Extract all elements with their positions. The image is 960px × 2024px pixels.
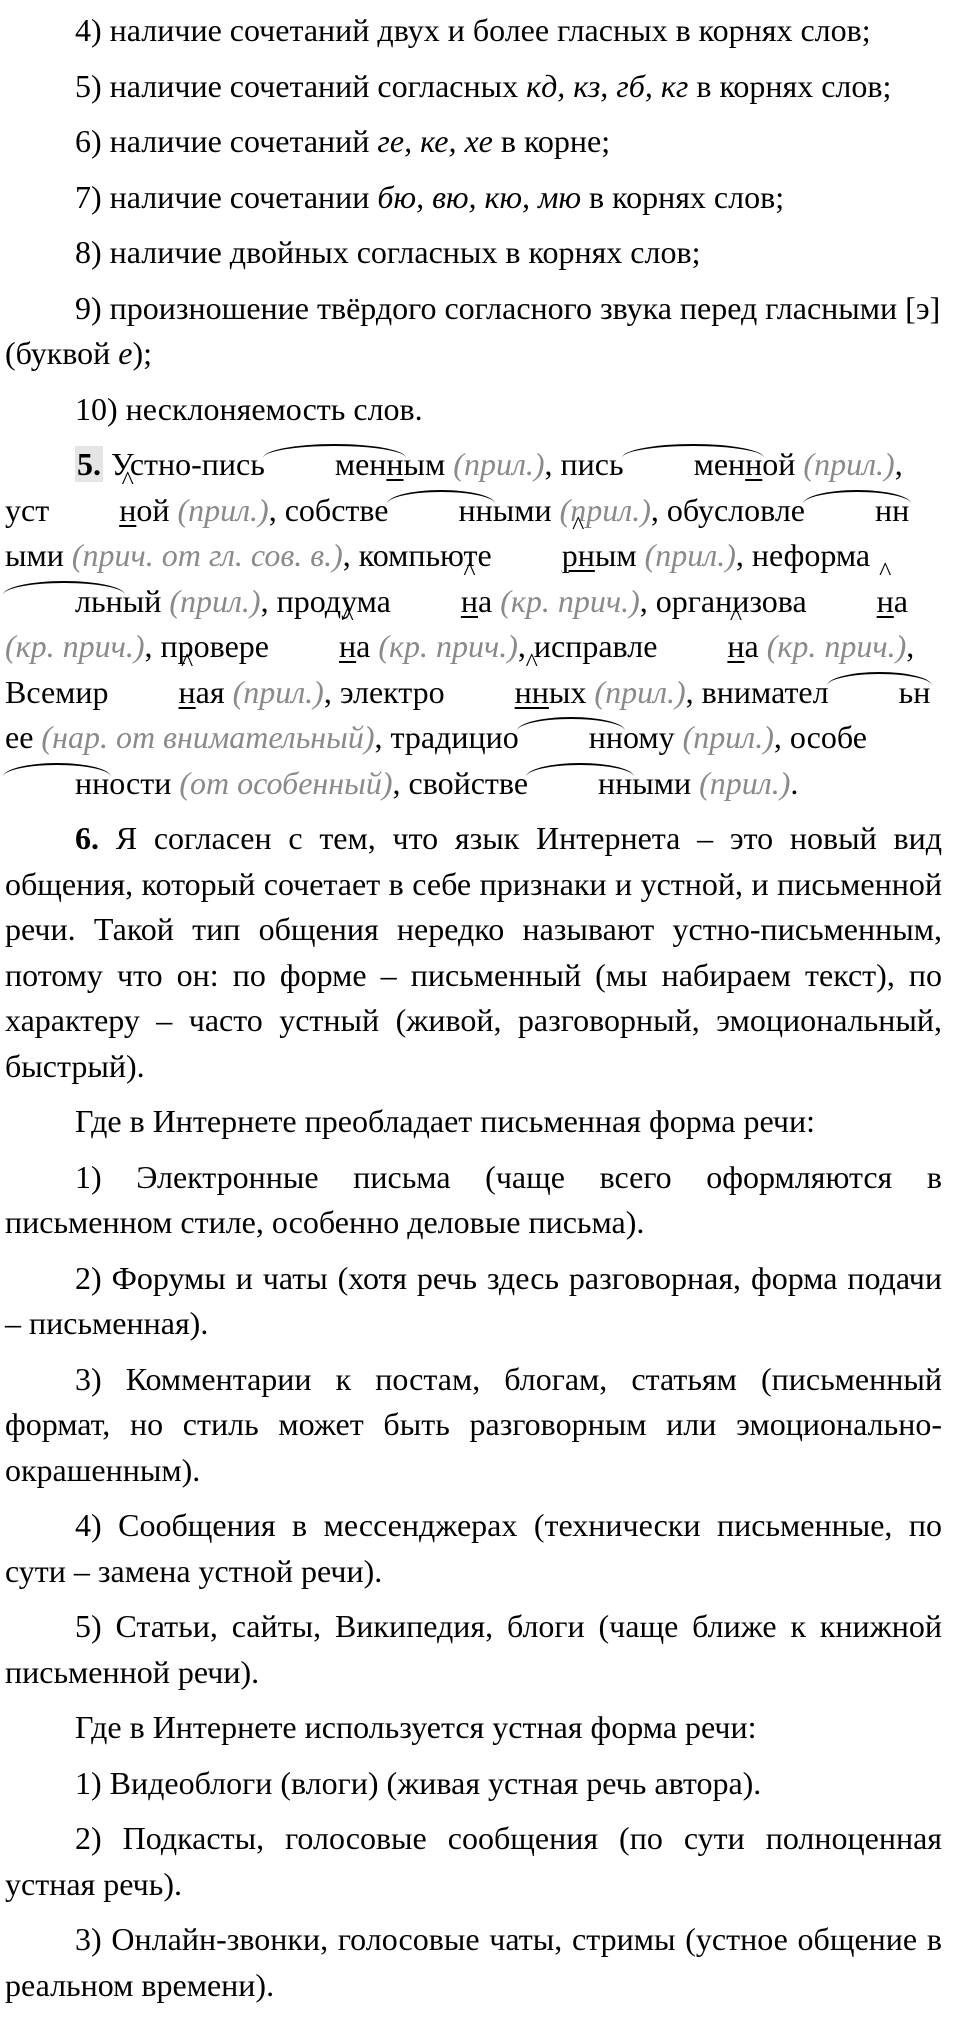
part-of-speech-tag: (от особенный) bbox=[179, 764, 393, 801]
suffix-mark: ^ н bbox=[109, 670, 196, 716]
list-item bbox=[5, 387, 942, 433]
analyzed-word: собстве нными bbox=[285, 492, 552, 528]
underlined-letter: н bbox=[386, 446, 404, 482]
analyzed-word: традицио нному bbox=[390, 719, 674, 755]
suffix-mark: ^ н bbox=[269, 624, 356, 670]
list-item-italic: ге, ке, хе bbox=[377, 123, 493, 159]
part-of-speech-tag: (прил.) bbox=[169, 582, 261, 619]
task-6-intro-text: Я согласен с тем, что язык Интернета – это новый вид общения, который сочетает в себе признаки и устной, и письменной речи. Такой тип общения нередко называют устно-письменным, потому что он: по форме – письменный (мы набираем текст), по характеру – часто устный (живой, разговорный, эмоциональный, быстрый). bbox=[5, 820, 943, 1084]
part-of-speech-tag: (прил.) bbox=[803, 446, 895, 482]
list-item-text: 8) наличие двойных согласных в корнях слов; bbox=[75, 234, 701, 270]
suffix-mark: ^ нн bbox=[445, 670, 549, 716]
part-of-speech-tag: (прил.) bbox=[453, 446, 545, 482]
part-of-speech-tag: (кр. прич.) bbox=[5, 628, 145, 664]
list-item bbox=[5, 230, 942, 276]
suffix-mark: ^ н bbox=[391, 579, 478, 625]
suffix-mark: ^ рн bbox=[492, 533, 595, 579]
suffix-arc: ьн bbox=[829, 670, 931, 716]
written-form-item: 4) Сообщения в мессенджерах (технически письменные, по сути – замена устной речи). bbox=[5, 1507, 942, 1589]
list-item bbox=[5, 175, 942, 221]
part-of-speech-tag: (прил.) bbox=[559, 491, 651, 528]
analyzed-word: обусловле нными bbox=[5, 492, 909, 574]
task-6-section bbox=[5, 816, 942, 2008]
underlined-letter: н bbox=[745, 446, 763, 482]
suffix-arc: нн bbox=[528, 761, 632, 807]
analyzed-word: провере^ на bbox=[161, 628, 371, 664]
list-item-text: в корне; bbox=[492, 123, 611, 159]
list-item-text: 5) наличие сочетаний согласных bbox=[75, 67, 527, 104]
part-of-speech-tag: (прил.) bbox=[594, 673, 686, 710]
task-6-intro-paragraph bbox=[5, 816, 942, 1089]
written-form-item: 2) Форумы и чаты (хотя речь здесь разговорная, форма подачи – письменная). bbox=[5, 1259, 942, 1341]
oral-form-heading: Где в Интернете используется устная форма речи: bbox=[75, 1709, 757, 1745]
oral-form-item: 1) Видеоблоги (влоги) (живая устная речь автора). bbox=[75, 1764, 762, 1801]
analyzed-word: особенности bbox=[5, 719, 867, 801]
analyzed-word: уст^ ной bbox=[5, 492, 169, 528]
part-of-speech-tag: (прил.) bbox=[177, 491, 269, 528]
part-of-speech-tag: (кр. прич.) bbox=[378, 628, 518, 664]
list-item-text: ); bbox=[132, 335, 153, 371]
oral-form-item: 2) Подкасты, голосовые сообщения (по сути полноценная устная речь). bbox=[5, 1820, 942, 1902]
list-item-italic: кд, кз, гб, кг bbox=[526, 67, 689, 104]
suffix-arc: менн bbox=[624, 442, 763, 488]
list-item-text: 7) наличие сочетании bbox=[75, 178, 378, 215]
list-item-text: 10) несклоняемость слов. bbox=[75, 390, 423, 427]
list-item-italic: бю, вю, кю, мю bbox=[377, 178, 582, 215]
analyzed-word: неформальный bbox=[5, 537, 870, 619]
list-item-text: 9) произношение твёрдого согласного звука перед гласными [э] (буквой bbox=[5, 289, 941, 371]
suffix-arc: менн bbox=[265, 442, 404, 488]
task-6-number: 6. bbox=[75, 820, 99, 856]
list-item-text: в корнях слов; bbox=[688, 67, 892, 104]
suffix-mark: ^ н bbox=[807, 579, 894, 625]
list-item-text: 4) наличие сочетаний двух и более гласных в корнях слов; bbox=[75, 12, 871, 48]
list-item bbox=[5, 8, 942, 54]
part-of-speech-tag: (кр. прич.) bbox=[766, 628, 907, 664]
analyzed-word: организова^ на bbox=[656, 583, 908, 619]
part-of-speech-tag: (прил.) bbox=[682, 719, 774, 755]
task-5-paragraph bbox=[5, 442, 942, 806]
part-of-speech-tag: (прич. от гл. сов. в.) bbox=[71, 537, 343, 573]
part-of-speech-tag: (прил.) bbox=[232, 673, 324, 710]
list-item-text: 6) наличие сочетаний bbox=[75, 123, 378, 159]
criteria-list bbox=[5, 8, 942, 432]
analyzed-word: продума^ на bbox=[277, 583, 493, 619]
list-item bbox=[5, 286, 942, 377]
analyzed-word: электро^ нных bbox=[340, 674, 587, 710]
part-of-speech-tag: (нар. от внимательный) bbox=[41, 719, 375, 755]
list-item-italic: е bbox=[118, 335, 133, 371]
written-form-item: 5) Статьи, сайты, Википедия, блоги (чаще ближе к книжной письменной речи). bbox=[5, 1608, 942, 1690]
part-of-speech-tag: (прил.) bbox=[644, 537, 736, 573]
analyzed-word: свойстве нными bbox=[408, 765, 691, 801]
list-item bbox=[5, 119, 942, 165]
suffix-arc: льн bbox=[5, 579, 123, 625]
part-of-speech-tag: (кр. прич.) bbox=[500, 582, 640, 619]
analyzed-word: Устно-пись менным bbox=[111, 446, 445, 482]
analyzed-word: исправле^ на bbox=[534, 628, 759, 664]
task-5-word-analysis: Устно-пись менным (прил.), пись менной (прил.), уст^ ной (прил.), собстве нными (прил.), обусловле нными (прич. от гл. сов. в.), компьюте^ рным (прил.), неформальный (прил.), продума^ на (кр. прич.), организова^ на (кр. прич.), провере^ на (кр. прич.), исправле^ на (кр. прич.), Всемир^ ная (прил.), электро^ нных (прил.), внимател ьнее (нар. от внимательный), традицио нному (прил.), особенности (от особенный), свойстве нными (прил.). bbox=[5, 446, 930, 801]
written-form-heading: Где в Интернете преобладает письменная форма речи: bbox=[75, 1103, 815, 1139]
list-item bbox=[5, 64, 942, 110]
analyzed-word: пись менной bbox=[561, 446, 796, 482]
analyzed-word: компьюте^ рным bbox=[359, 537, 637, 573]
analyzed-word: Всемир^ ная bbox=[5, 674, 225, 710]
part-of-speech-tag: (прил.) bbox=[699, 764, 791, 801]
suffix-arc: нн bbox=[519, 715, 623, 761]
oral-form-item: 3) Онлайн-звонки, голосовые чаты, стримы (устное общение в реальном времени). bbox=[5, 1921, 942, 2003]
suffix-mark: ^ н bbox=[49, 488, 136, 534]
analyzed-word: внимател ьнее bbox=[5, 674, 930, 756]
written-form-item: 3) Комментарии к постам, блогам, статьям (письменный формат, но стиль может быть разговорным или эмоционально-окрашенным). bbox=[5, 1360, 942, 1488]
suffix-arc: нн bbox=[389, 488, 493, 534]
written-form-item: 1) Электронные письма (чаще всего оформляются в письменном стиле, особенно деловые письма). bbox=[5, 1158, 942, 1240]
suffix-mark: ^ н bbox=[657, 624, 744, 670]
task-5-number: 5. bbox=[77, 446, 101, 482]
suffix-arc: нн bbox=[805, 488, 909, 534]
list-item-text: в корнях слов; bbox=[581, 178, 785, 215]
suffix-arc: нн bbox=[5, 761, 109, 807]
